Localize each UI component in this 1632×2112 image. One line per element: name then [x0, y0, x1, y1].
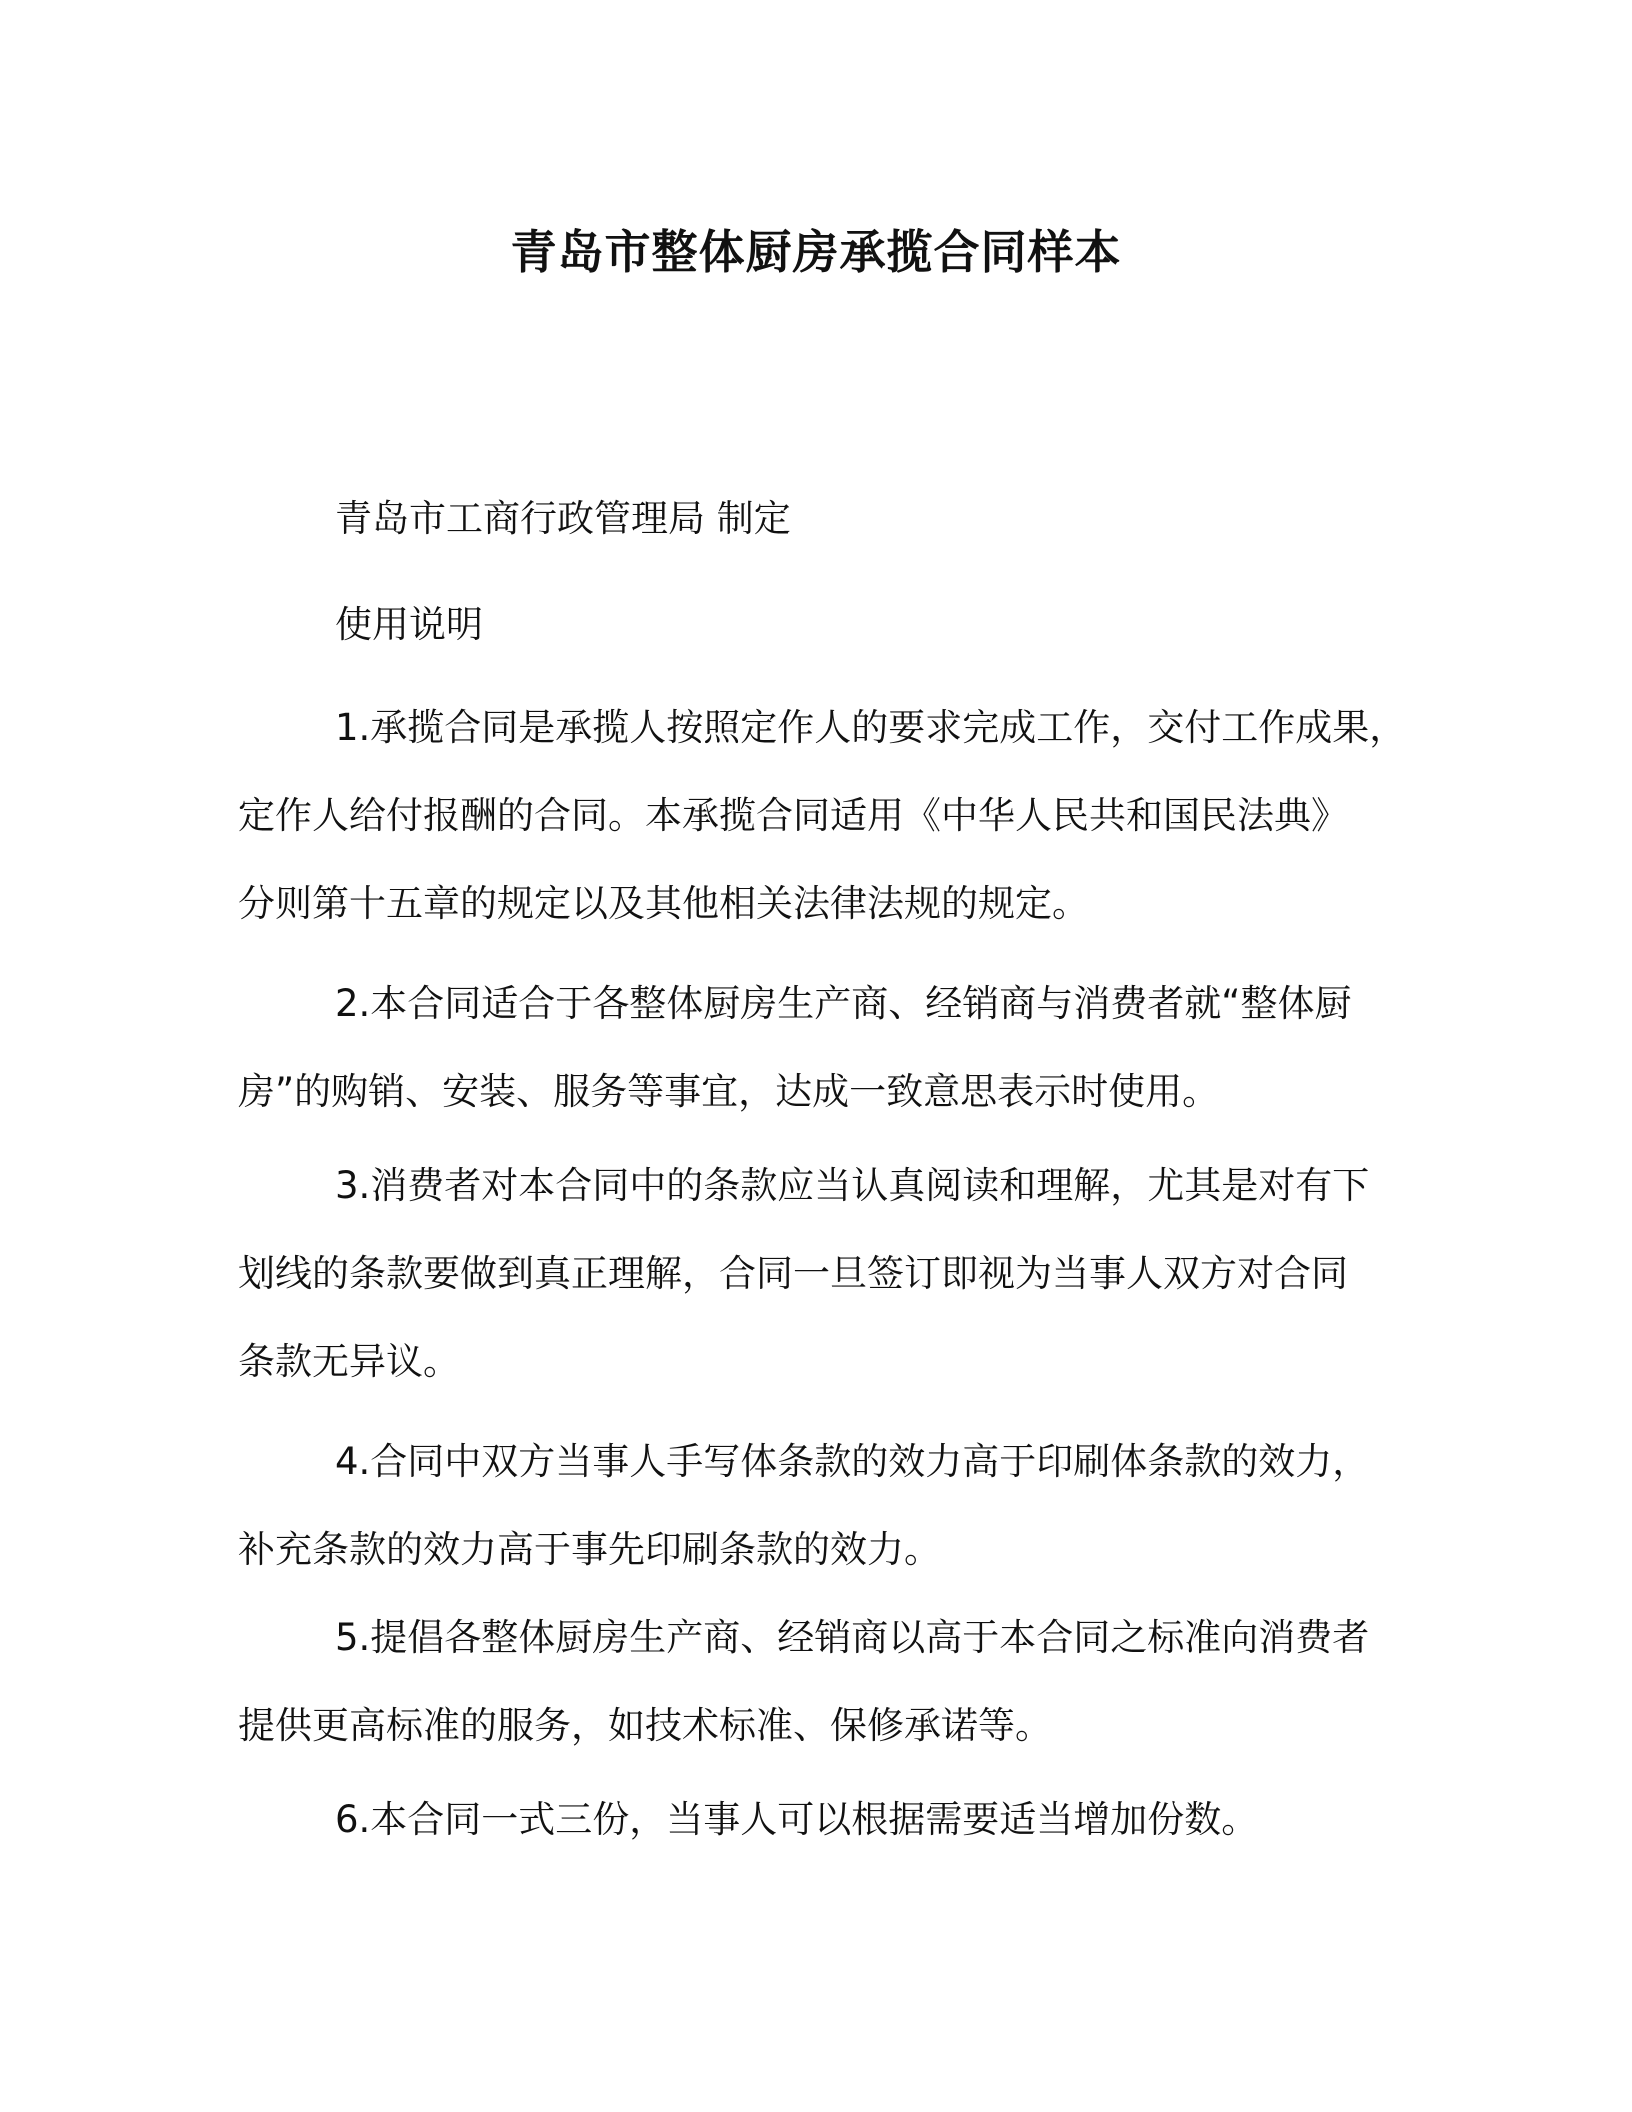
paragraph-line: 4.合同中双方当事人手写体条款的效力高于印刷体条款的效力，: [335, 1440, 1370, 1483]
paragraph-line: 补充条款的效力高于事先印刷条款的效力。: [238, 1528, 941, 1571]
paragraph-line: 5.提倡各整体厨房生产商、经销商以高于本合同之标准向消费者: [335, 1616, 1370, 1659]
paragraph-line: 分则第十五章的规定以及其他相关法律法规的规定。: [238, 882, 1089, 925]
issuer-line: 青岛市工商行政管理局 制定: [335, 497, 791, 540]
paragraph-line: 3.消费者对本合同中的条款应当认真阅读和理解，尤其是对有下: [335, 1164, 1370, 1207]
instruction-item-1: [238, 684, 1407, 948]
paragraph-line: 定作人给付报酬的合同。本承揽合同适用《中华人民共和国民法典》: [238, 794, 1348, 837]
paragraph-line: 条款无异议。: [238, 1340, 460, 1383]
instruction-item-2: [238, 960, 1398, 1136]
paragraph-line: 房”的购销、安装、服务等事宜，达成一致意思表示时使用。: [238, 1070, 1220, 1113]
paragraph-line: 6.本合同一式三份，当事人可以根据需要适当增加份数。: [335, 1798, 1259, 1841]
instructions-heading: 使用说明: [335, 603, 483, 646]
paragraph-line: 1.承揽合同是承揽人按照定作人的要求完成工作，交付工作成果，: [335, 706, 1407, 749]
document-title: 青岛市整体厨房承揽合同样本: [510, 225, 1122, 279]
paragraph-line: 2.本合同适合于各整体厨房生产商、经销商与消费者就“整体厨: [335, 982, 1352, 1025]
paragraph-line: 提供更高标准的服务，如技术标准、保修承诺等。: [238, 1704, 1052, 1747]
instruction-item-4: [238, 1418, 1398, 1594]
paragraph-line: 划线的条款要做到真正理解，合同一旦签订即视为当事人双方对合同: [238, 1252, 1348, 1295]
instruction-item-6: [238, 1776, 1398, 1864]
instruction-item-5: [238, 1594, 1398, 1770]
instruction-item-3: [238, 1142, 1398, 1406]
